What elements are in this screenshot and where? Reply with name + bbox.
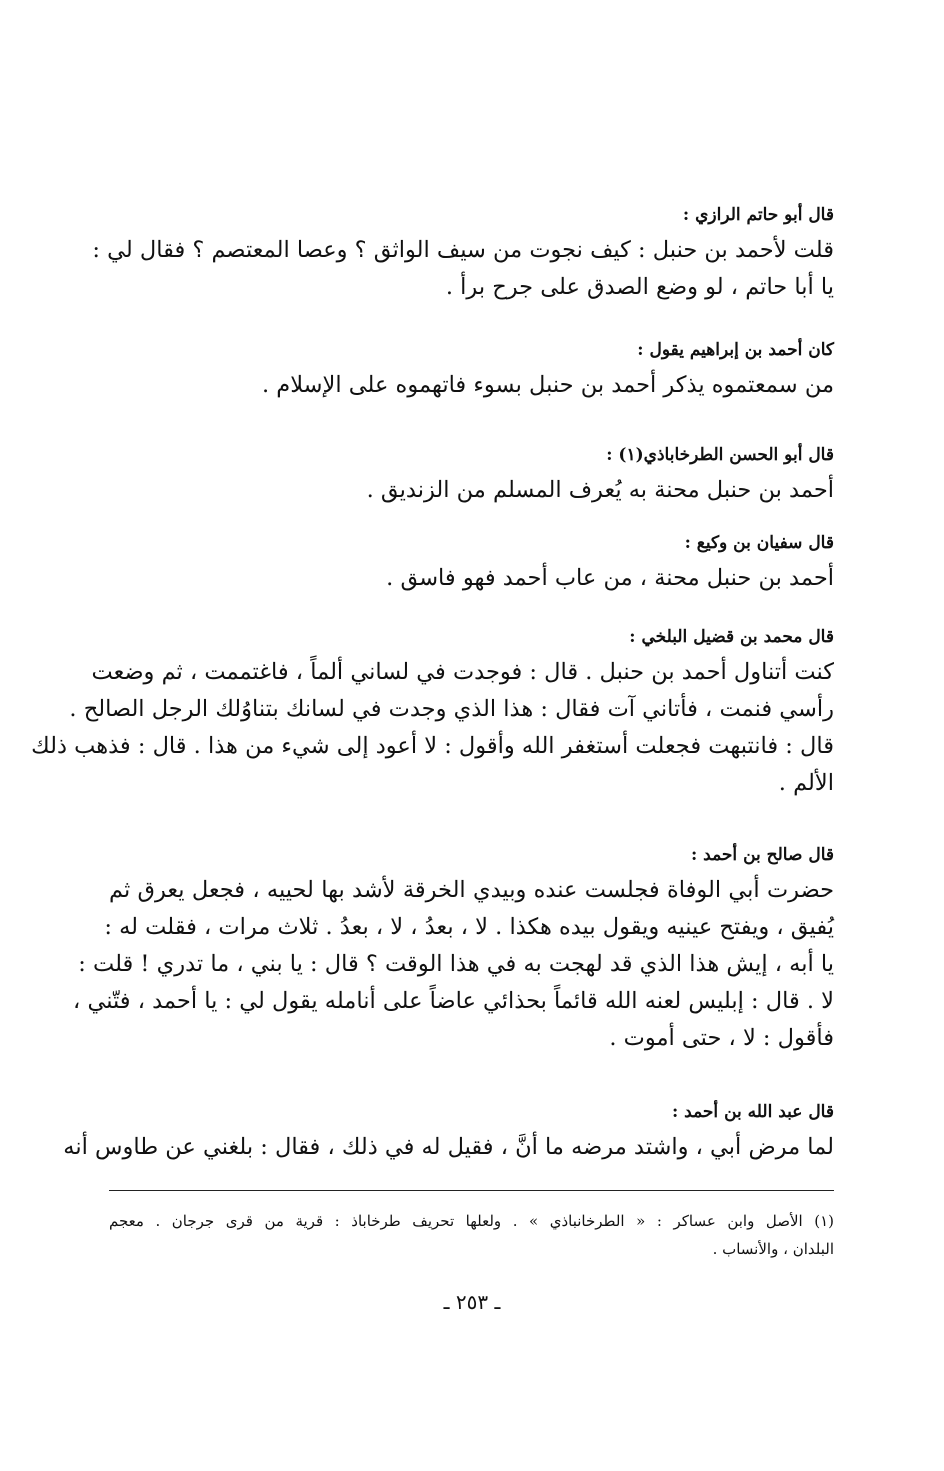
section-heading: قال أبو الحسن الطرخاباذي(١) : (606, 445, 834, 465)
section-heading: قال سفيان بن وكيع : (684, 533, 834, 553)
text-line: أحمد بن حنبل محنة به يُعرف المسلم من الزنديق . (366, 477, 834, 503)
section-abdullah (63, 1097, 834, 1166)
section-heading: قال أبو حاتم الرازي : (682, 205, 834, 225)
text-line: رأسي فنمت ، فأتاني آت فقال : هذا الذي وجدت في لسانك بتناوُلك الرجل الصالح . (69, 696, 834, 722)
section-ahmad-ibn-ibrahim (109, 335, 834, 404)
section-heading: قال محمد بن قضيل البلخي : (629, 627, 834, 647)
footnote (109, 1207, 834, 1263)
text-line: لا . قال : إبليس لعنه الله قائماً بحذائي عاضاً على أنامله يقول لي : يا أحمد ، فتّني ، (73, 988, 834, 1014)
section-abu-hatim (92, 200, 834, 306)
text-line: من سمعتموه يذكر أحمد بن حنبل بسوء فاتهموه على الإسلام . (262, 372, 834, 398)
text-line: أحمد بن حنبل محنة ، من عاب أحمد فهو فاسق . (386, 565, 834, 591)
text-line: الألم . (778, 770, 834, 796)
footnote-divider (109, 1190, 834, 1191)
footnote-line: البلدان ، والأنساب . (712, 1240, 834, 1258)
text-line: يا أبه ، إيش هذا الذي قد لهجت به في هذا الوقت ؟ قال : يا بني ، ما تدري ! قلت : (78, 951, 834, 977)
text-line: لما مرض أبي ، واشتد مرضه ما أنَّ ، فقيل له في ذلك ، فقال : بلغني عن طاوس أنه (63, 1134, 834, 1160)
section-sufyan (109, 528, 834, 597)
text-line: قال : فانتبهت فجعلت أستغفر الله وأقول : لا أعود إلى شيء من هذا . قال : فذهب ذلك (31, 733, 834, 759)
text-line: يُفيق ، ويفتح عينيه ويقول بيده هكذا . لا ، بعدُ ، لا ، بعدُ . ثلاث مرات ، فقلت له : (104, 914, 834, 940)
section-heading: كان أحمد بن إبراهيم يقول : (637, 340, 834, 360)
text-line: كنت أتناول أحمد بن حنبل . قال : فوجدت في لساني ألماً ، فاغتممت ، ثم وضعت (91, 659, 834, 685)
text-line: حضرت أبي الوفاة فجلست عنده وبيدي الخرقة لأشد بها لحييه ، فجعل يعرق ثم (109, 877, 834, 903)
section-tarkhabadhi (109, 440, 834, 509)
section-heading: قال عبد الله بن أحمد : (671, 1102, 834, 1122)
page-number: ـ ٢٥٣ ـ (443, 1290, 501, 1314)
text-line: قلت لأحمد بن حنبل : كيف نجوت من سيف الواثق ؟ وعصا المعتصم ؟ فقال لي : (92, 237, 834, 263)
text-line: فأقول : لا ، حتى أموت . (609, 1025, 834, 1051)
section-heading: قال صالح بن أحمد : (690, 845, 834, 865)
section-balkhi (31, 622, 834, 802)
footnote-line: (١) الأصل وابن عساكر : « الطرخانباذي » . ولعلها تحريف طرخاباذ : قرية من قرى جرجان . معجم (109, 1212, 834, 1230)
text-line: يا أبا حاتم ، لو وضع الصدق على جرح برأ . (445, 274, 834, 300)
section-salih (73, 840, 834, 1057)
